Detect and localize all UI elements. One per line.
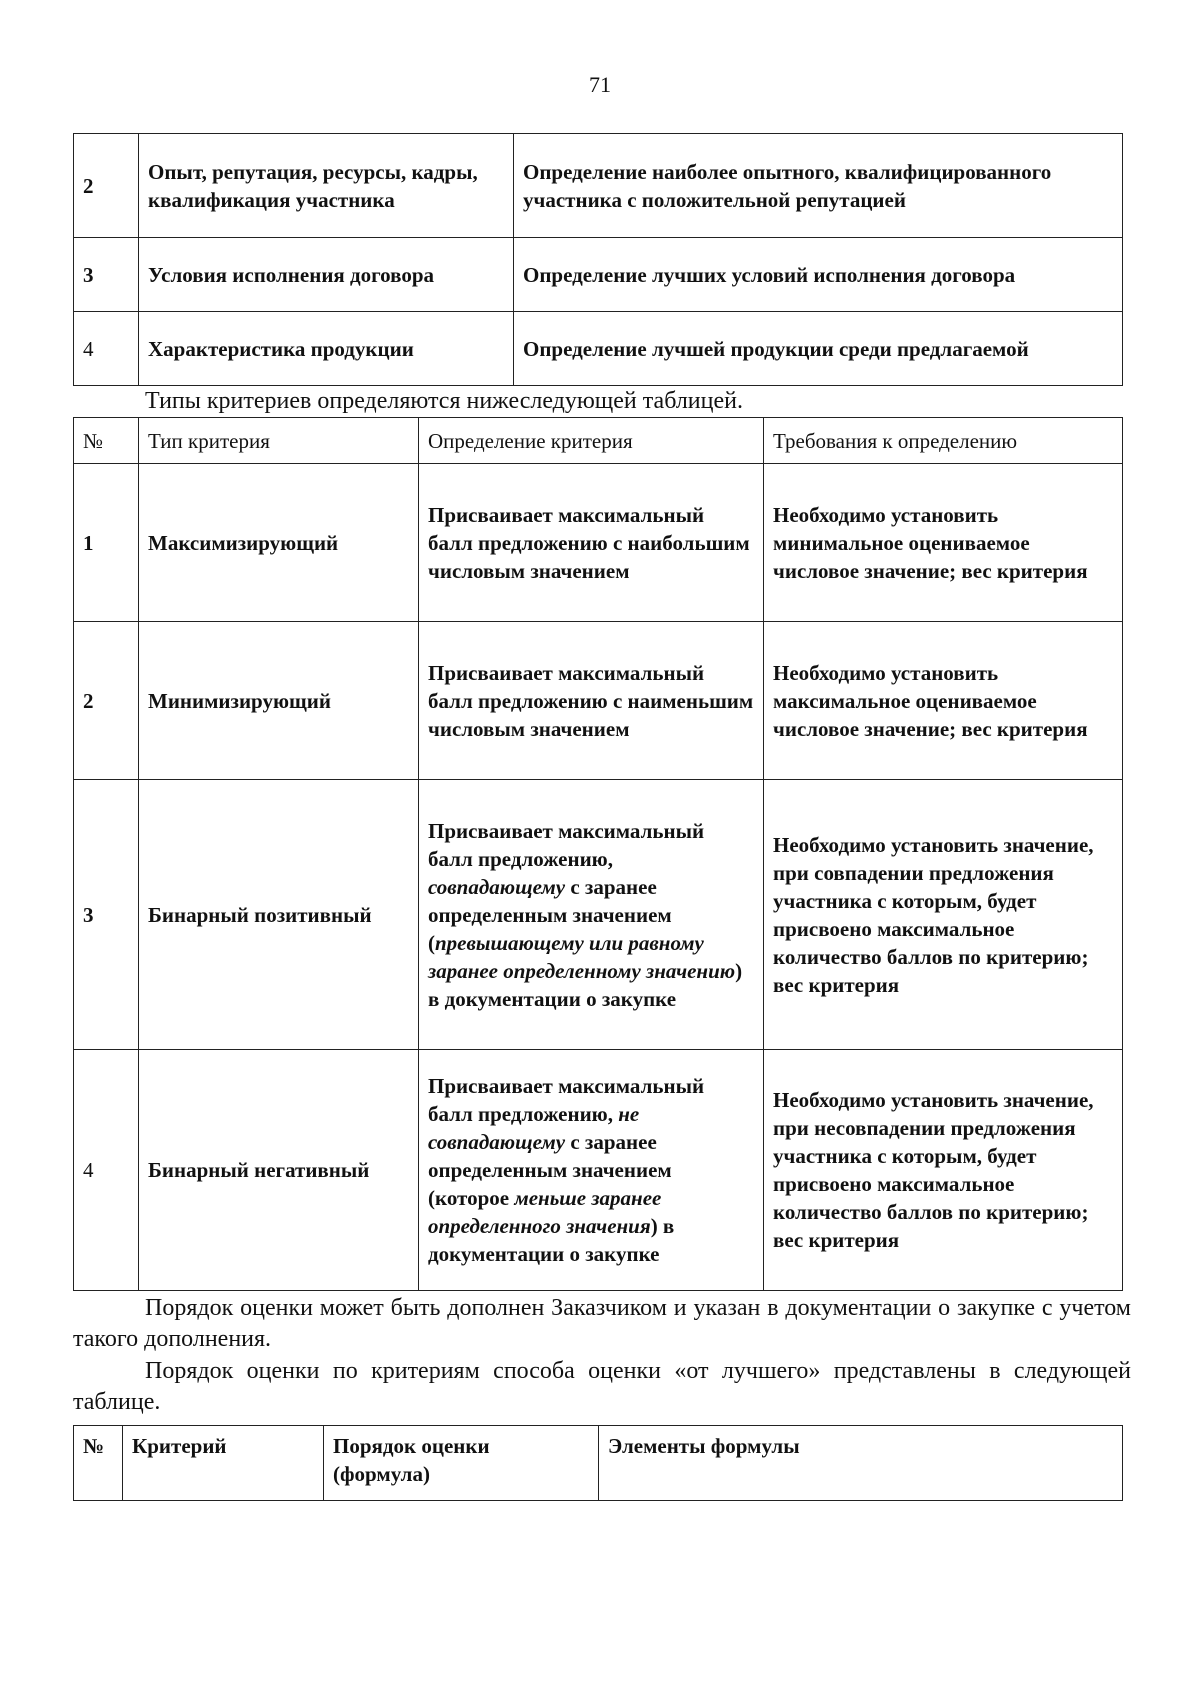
header-num: № [74,1426,123,1501]
paragraph: Порядок оценки может быть дополнен Заказчиком и указан в документации о закупке с учетом такого дополнения. [73,1295,1131,1352]
criterion-requirements: Необходимо установить значение, при совпадении предложения участника с которым, будет присвоено максимальное количество баллов по критерию; вес критерия [764,780,1123,1050]
header-type: Тип критерия [139,418,419,464]
table-row [74,1050,1123,1291]
header-method: Порядок оценки (формула) [324,1426,599,1501]
criterion-cell: Опыт, репутация, ресурсы, кадры, квалификация участника [139,134,514,238]
row-number: 4 [74,312,139,386]
definition-emphasis: совпадающему [428,874,566,899]
definition-part: с заранее определенным значением ( [428,874,672,955]
criterion-type: Бинарный позитивный [139,780,419,1050]
header-requirements: Требования к определению [764,418,1123,464]
row-number: 2 [74,622,139,780]
criterion-cell: Характеристика продукции [139,312,514,386]
header-num: № [74,418,139,464]
criterion-definition: Присваивает максимальный балл предложению с наибольшим числовым значением [419,464,764,622]
criteria-types-table [73,417,1123,1291]
table-row [74,134,1123,238]
criterion-definition [419,780,764,1050]
paragraph: Порядок оценки по критериям способа оценки «от лучшего» представлены в следующей таблице. [73,1358,1131,1415]
header-criterion: Критерий [123,1426,324,1501]
definition-part: ) в документации о закупке [428,958,743,1011]
criterion-requirements: Необходимо установить минимальное оцениваемое числовое значение; вес критерия [764,464,1123,622]
definition-part: с заранее определенным значением (которое [428,1130,672,1210]
criterion-type: Максимизирующий [139,464,419,622]
row-number: 4 [74,1050,139,1291]
table-header-row [74,418,1123,464]
criterion-definition [419,1050,764,1291]
table-header-row [74,1426,1123,1501]
definition-part: ) в документации о закупке [428,1214,675,1266]
header-definition: Определение критерия [419,418,764,464]
table-row [74,312,1123,386]
criteria-purpose-table [73,133,1123,386]
intro-text: Типы критериев определяются нижеследующей таблицей. [145,388,743,414]
table-row [74,622,1123,780]
header-elements: Элементы формулы [599,1426,1123,1501]
evaluation-order-table [73,1425,1123,1501]
criterion-definition: Присваивает максимальный балл предложению с наименьшим числовым значением [419,622,764,780]
definition-emphasis: меньше заранее определенного значения [428,1186,662,1238]
purpose-cell: Определение лучших условий исполнения договора [514,238,1123,312]
row-number: 2 [74,134,139,238]
row-number: 3 [74,238,139,312]
table-row [74,238,1123,312]
criterion-type: Минимизирующий [139,622,419,780]
criterion-type: Бинарный негативный [139,1050,419,1291]
definition-part: Присваивает максимальный балл предложению, [428,1074,705,1126]
page-number: 71 [589,72,611,97]
definition-emphasis: превышающему или равному заранее определенному значению [428,930,736,983]
purpose-cell: Определение наиболее опытного, квалифицированного участника с положительной репутацией [514,134,1123,238]
criterion-cell: Условия исполнения договора [139,238,514,312]
criterion-requirements: Необходимо установить максимальное оцениваемое числовое значение; вес критерия [764,622,1123,780]
criterion-requirements: Необходимо установить значение, при несовпадении предложения участника с которым, будет присвоено максимальное количество баллов по критерию; вес критерия [764,1050,1123,1291]
row-number: 3 [74,780,139,1050]
table-row [74,780,1123,1050]
definition-part: Присваивает максимальный балл предложению, [428,818,705,871]
definition-emphasis: не совпадающему [428,1102,640,1154]
row-number: 1 [74,464,139,622]
table-row [74,464,1123,622]
purpose-cell: Определение лучшей продукции среди предлагаемой [514,312,1123,386]
